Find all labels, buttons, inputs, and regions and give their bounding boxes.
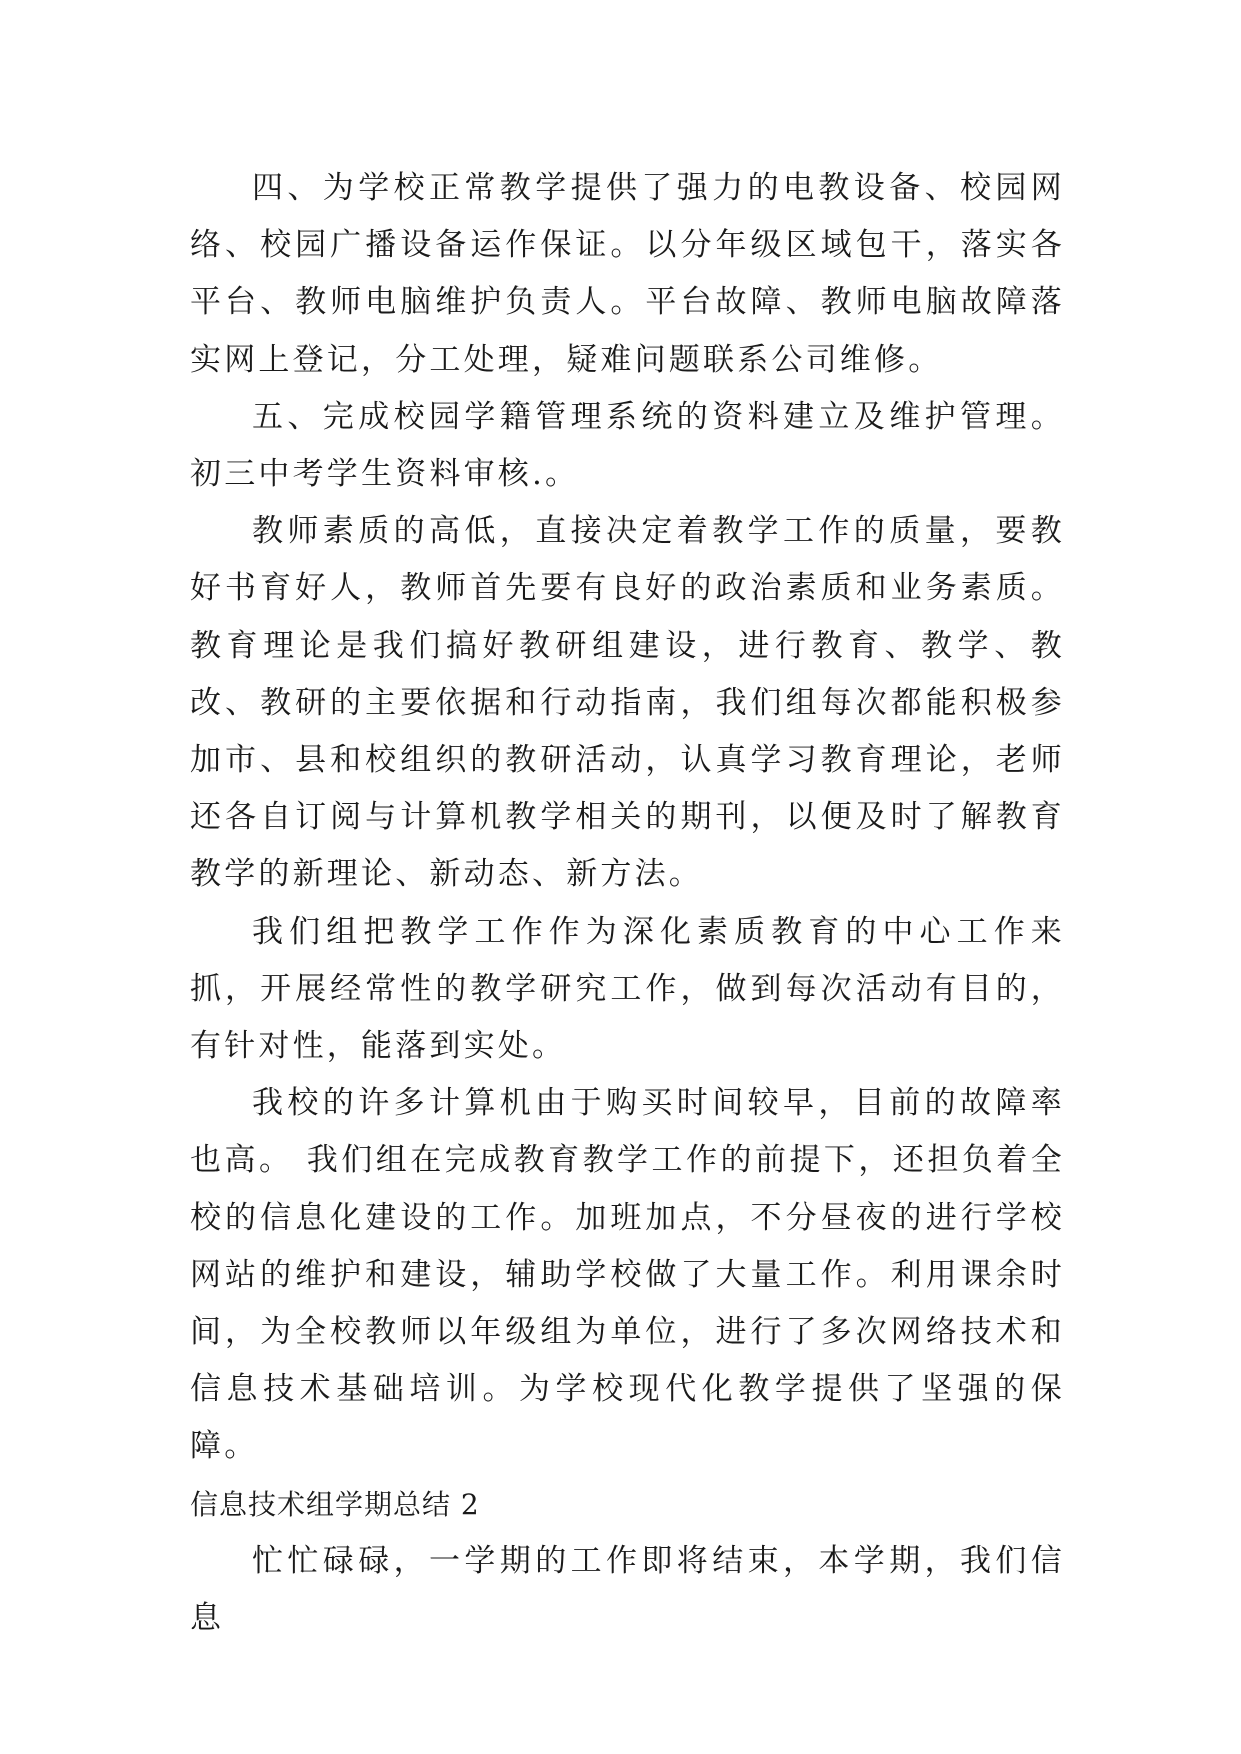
paragraph-informatization: 我校的许多计算机由于购买时间较早，目前的故障率也高。 我们组在完成教育教学工作的前提下，还担负着全校的信息化建设的工作。加班加点，不分昼夜的进行学校网站的维护和建设，辅助学校做了大量工作。利用课余时间，为全校教师以年级组为单位，进行了多次网络技术和信息技术基础培训。为学校现代化教学提供了坚强的保障。 bbox=[190, 1085, 1065, 1465]
paragraph-teacher-quality: 教师素质的高低，直接决定着教学工作的质量，要教好书育好人，教师首先要有良好的政治素质和业务素质。教育理论是我们搞好教研组建设，进行教育、教学、教改、教研的主要依据和行动指南，我们组每次都能积极参加市、县和校组织的教研活动，认真学习教育理论，老师还各自订阅与计算机教学相关的期刊，以便及时了解教育教学的新理论、新动态、新方法。 bbox=[190, 513, 1065, 893]
paragraph-student-records: 五、完成校园学籍管理系统的资料建立及维护管理。初三中考学生资料审核.。 bbox=[190, 398, 1065, 493]
paragraph-equipment-maintenance: 四、为学校正常教学提供了强力的电教设备、校园网络、校园广播设备运作保证。以分年级区域包干，落实各平台、教师电脑维护负责人。平台故障、教师电脑故障落实网上登记，分工处理，疑难问题联系公司维修。 bbox=[190, 170, 1065, 378]
document-page bbox=[190, 160, 1065, 1647]
section-heading: 信息技术组学期总结 2 bbox=[190, 1487, 480, 1521]
paragraph-summary-intro: 忙忙碌碌，一学期的工作即将结束，本学期，我们信息 bbox=[190, 1542, 1065, 1636]
paragraph-teaching-research: 我们组把教学工作作为深化素质教育的中心工作来抓，开展经常性的教学研究工作，做到每次活动有目的，有针对性，能落到实处。 bbox=[190, 913, 1065, 1065]
